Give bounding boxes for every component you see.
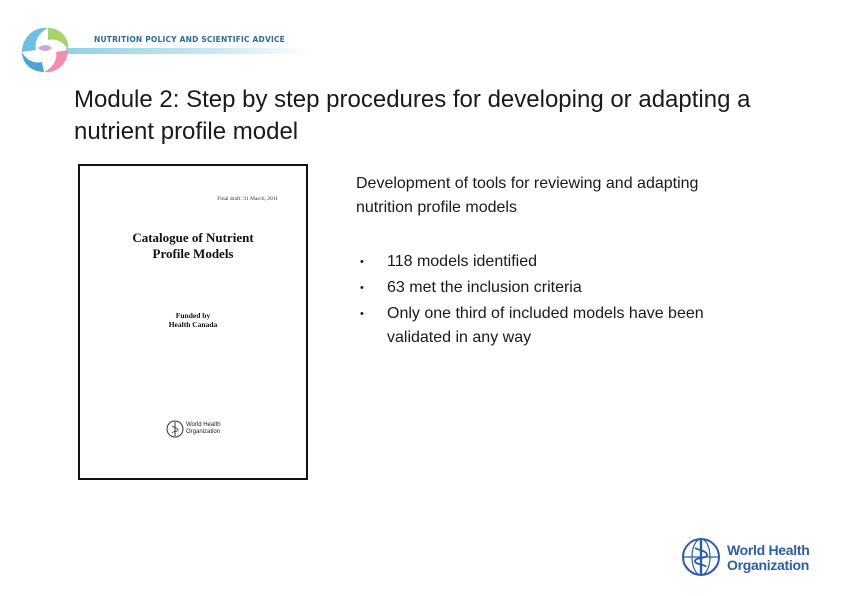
cover-org-line1: World Health bbox=[186, 422, 221, 428]
cover-title bbox=[80, 230, 306, 262]
list-item bbox=[356, 250, 736, 274]
list-item bbox=[356, 302, 736, 350]
bullet-icon: • bbox=[360, 256, 364, 268]
bullet-list bbox=[356, 250, 736, 350]
content-subtitle: Development of tools for reviewing and adapting nutrition profile models bbox=[356, 175, 699, 216]
who-footer-logo bbox=[680, 536, 820, 580]
who-line1: World Health bbox=[727, 542, 810, 558]
who-line2: Organization bbox=[727, 557, 809, 573]
header-banner bbox=[14, 18, 314, 78]
cover-funded-line1: Funded by bbox=[175, 311, 211, 320]
bullet-text: 118 models identified bbox=[387, 253, 538, 270]
cover-draft-note: Final draft: 31 March, 2011 bbox=[217, 196, 278, 202]
document-cover-image bbox=[78, 164, 308, 480]
cover-org-name bbox=[186, 422, 221, 436]
header-band bbox=[66, 48, 312, 54]
cover-funded-line2: Health Canada bbox=[168, 320, 218, 329]
who-emblem-icon bbox=[680, 536, 722, 578]
banner-text: NUTRITION POLICY AND SCIENTIFIC ADVICE bbox=[94, 35, 286, 44]
cover-org-line2: Organization bbox=[186, 429, 221, 435]
bullet-icon: • bbox=[360, 282, 364, 294]
who-org-name bbox=[727, 543, 809, 573]
slide-title: Module 2: Step by step procedures for developing or adapting a nutrient profile model bbox=[74, 86, 751, 145]
cover-funded-by bbox=[80, 311, 306, 329]
bullet-text: Only one third of included models have been validated in any way bbox=[387, 305, 704, 346]
bullet-icon: • bbox=[360, 308, 364, 320]
content-panel bbox=[356, 172, 736, 352]
bullet-text: 63 met the inclusion criteria bbox=[387, 279, 582, 296]
swirl-logo-icon bbox=[14, 18, 76, 80]
cover-title-text: Catalogue of Nutrient Profile Models bbox=[132, 230, 254, 261]
who-emblem-icon bbox=[166, 420, 184, 438]
list-item bbox=[356, 276, 736, 300]
cover-who-logo bbox=[166, 420, 226, 440]
